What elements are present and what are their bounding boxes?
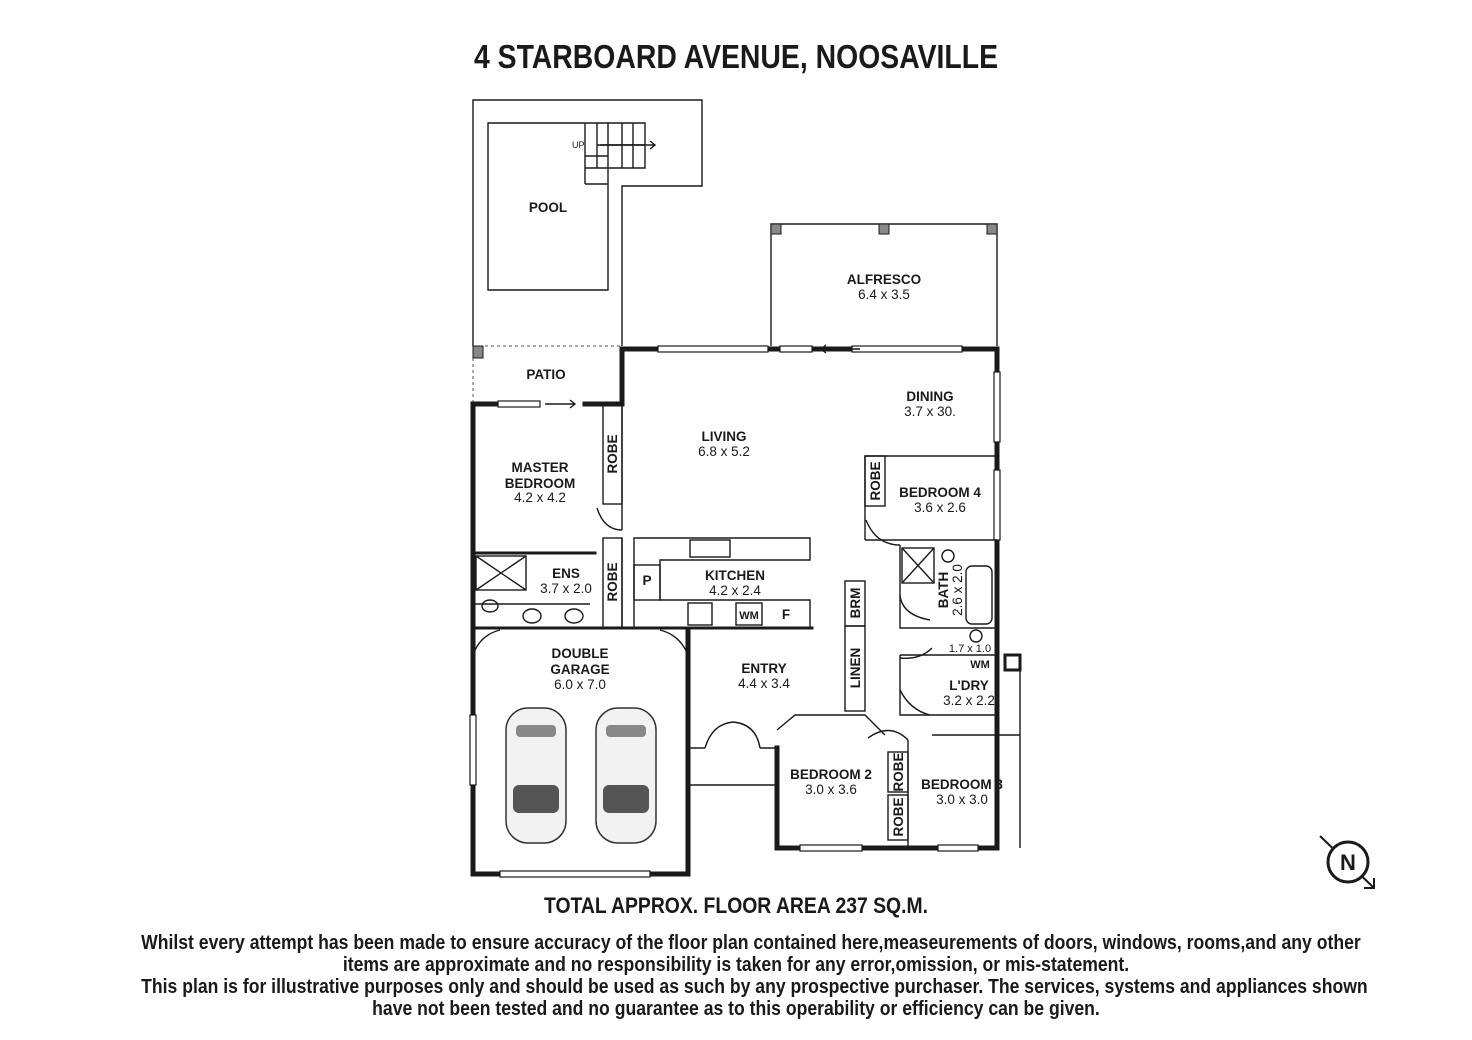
garage-label-2: GARAGE — [550, 662, 610, 677]
plan-title: 4 STARBOARD AVENUE, NOOSAVILLE — [473, 38, 999, 75]
laundry-label: L'DRY — [949, 678, 989, 693]
alfresco-area — [771, 224, 997, 346]
disclaimer — [141, 932, 1368, 1020]
fridge-label: F — [781, 607, 791, 622]
car-icon — [506, 708, 566, 843]
pantry-label: P — [642, 573, 652, 588]
bedroom3-dims: 3.0 x 3.0 — [936, 792, 988, 807]
bath-label: BATH — [936, 571, 951, 609]
total-floor-area: TOTAL APPROX. FLOOR AREA 237 SQ.M. — [543, 893, 929, 918]
ensuite-label: ENS — [552, 566, 580, 581]
dining-dims: 3.7 x 30. — [904, 404, 956, 419]
master-label-1: MASTER — [511, 460, 569, 475]
robe-ensuite-label: ROBE — [605, 562, 620, 602]
pool-up-label: UP — [572, 140, 585, 150]
compass-label: N — [1340, 850, 1356, 875]
pool-label: POOL — [528, 200, 568, 215]
bedroom2-dims: 3.0 x 3.6 — [805, 782, 857, 797]
laundry-dims: 3.2 x 2.2 — [943, 693, 995, 708]
wc-dims: 1.7 x 1.0 — [948, 643, 992, 655]
disclaimer-line: have not been tested and no guarantee as to this operability or efficiency can be given. — [372, 998, 1100, 1020]
car-icon — [596, 708, 656, 843]
dining-label: DINING — [906, 389, 954, 404]
robe-master-label: ROBE — [605, 434, 620, 474]
living-dims: 6.8 x 5.2 — [698, 444, 750, 459]
kitchen-label: KITCHEN — [705, 568, 765, 583]
brm-label: BRM — [848, 587, 863, 619]
disclaimer-line: Whilst every attempt has been made to ensure accuracy of the floor plan contained here,measeurements of doors, windows, rooms,and any other — [141, 932, 1361, 954]
master-label-2: BEDROOM — [504, 476, 576, 491]
kitchen-dims: 4.2 x 2.4 — [709, 583, 761, 598]
bedroom4-label: BEDROOM 4 — [899, 485, 981, 500]
bath-dims: 2.6 x 2.0 — [950, 564, 965, 616]
bedroom2-label: BEDROOM 2 — [790, 767, 872, 782]
alfresco-label: ALFRESCO — [846, 272, 922, 287]
master-dims: 4.2 x 4.2 — [514, 490, 566, 505]
entry-label: ENTRY — [741, 661, 787, 676]
bedroom4-dims: 3.6 x 2.6 — [914, 500, 966, 515]
disclaimer-line: items are approximate and no responsibility is taken for any error,omission, or mis-statement. — [342, 954, 1130, 976]
patio-label: PATIO — [526, 367, 566, 382]
pool-area — [473, 100, 702, 346]
garage-dims: 6.0 x 7.0 — [554, 677, 606, 692]
robe-bedroom3-label: ROBE — [891, 797, 906, 837]
ensuite-dims: 3.7 x 2.0 — [540, 581, 592, 596]
disclaimer-line: This plan is for illustrative purposes only and should be used as such by any prospective purchaser. The services, systems and appliances shown — [141, 976, 1368, 998]
linen-label: LINEN — [848, 647, 863, 689]
alfresco-dims: 6.4 x 3.5 — [858, 287, 910, 302]
north-compass-icon — [1320, 836, 1374, 888]
garage-label-1: DOUBLE — [551, 646, 609, 661]
entry-dims: 4.4 x 3.4 — [738, 676, 790, 691]
bedroom3-label: BEDROOM 3 — [921, 777, 1003, 792]
laundry-wm-label: WM — [970, 659, 990, 671]
patio-area — [473, 346, 622, 404]
robe-bedroom2-label: ROBE — [891, 752, 906, 792]
living-label: LIVING — [701, 429, 747, 444]
robe-bedroom4-label: ROBE — [868, 461, 883, 501]
kitchen-wm-label: WM — [739, 610, 759, 622]
